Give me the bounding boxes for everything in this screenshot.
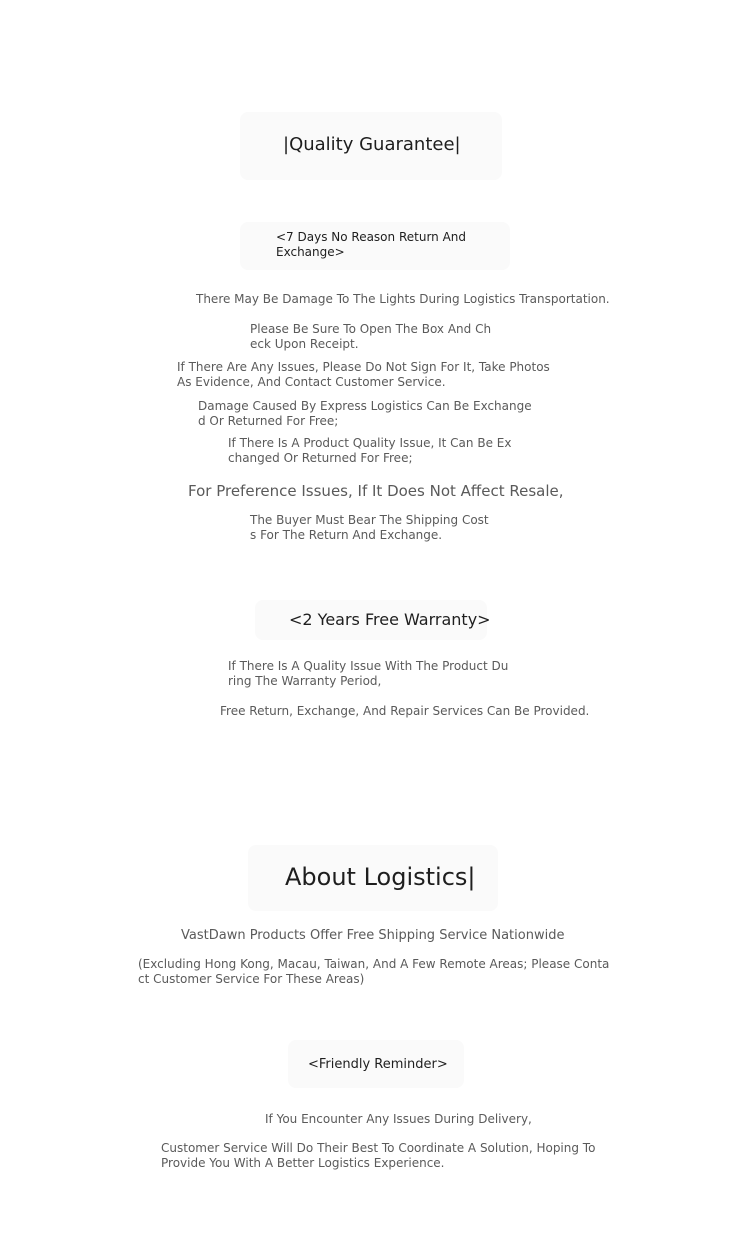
- logistics-line-free-shipping: VastDawn Products Offer Free Shipping Service Nationwide: [181, 928, 565, 943]
- warranty-heading: <2 Years Free Warranty>: [289, 610, 491, 629]
- warranty-line-quality: If There Is A Quality Issue With The Product During The Warranty Period,: [228, 659, 509, 688]
- quality-guarantee-title: |Quality Guarantee|: [283, 134, 461, 155]
- about-logistics-title: About Logistics|: [285, 863, 476, 891]
- reminder-line-delivery: If You Encounter Any Issues During Delivery,: [265, 1112, 532, 1126]
- warranty-line-services: Free Return, Exchange, And Repair Services Can Be Provided.: [220, 704, 590, 718]
- reminder-line-customer-service: Customer Service Will Do Their Best To Coordinate A Solution, Hoping To Provide You With A Better Logistics Experience.: [161, 1141, 596, 1170]
- quality-line-shipping-costs: The Buyer Must Bear The Shipping Costs For The Return And Exchange.: [250, 513, 489, 542]
- return-exchange-heading: <7 Days No Reason Return And Exchange>: [276, 230, 467, 259]
- quality-line-check: Please Be Sure To Open The Box And Check Upon Receipt.: [250, 322, 492, 351]
- friendly-reminder-heading: <Friendly Reminder>: [308, 1057, 448, 1072]
- quality-line-preference: For Preference Issues, If It Does Not Affect Resale,: [188, 482, 564, 500]
- quality-line-damage: There May Be Damage To The Lights During Logistics Transportation.: [196, 292, 610, 306]
- quality-line-issues: If There Are Any Issues, Please Do Not Sign For It, Take Photos As Evidence, And Contact Customer Service.: [177, 360, 550, 389]
- quality-line-product-issue: If There Is A Product Quality Issue, It Can Be Exchanged Or Returned For Free;: [228, 436, 512, 465]
- quality-line-express-damage: Damage Caused By Express Logistics Can Be Exchanged Or Returned For Free;: [198, 399, 532, 428]
- logistics-line-excluding: (Excluding Hong Kong, Macau, Taiwan, And A Few Remote Areas; Please Contact Customer Service For These Areas): [138, 957, 610, 986]
